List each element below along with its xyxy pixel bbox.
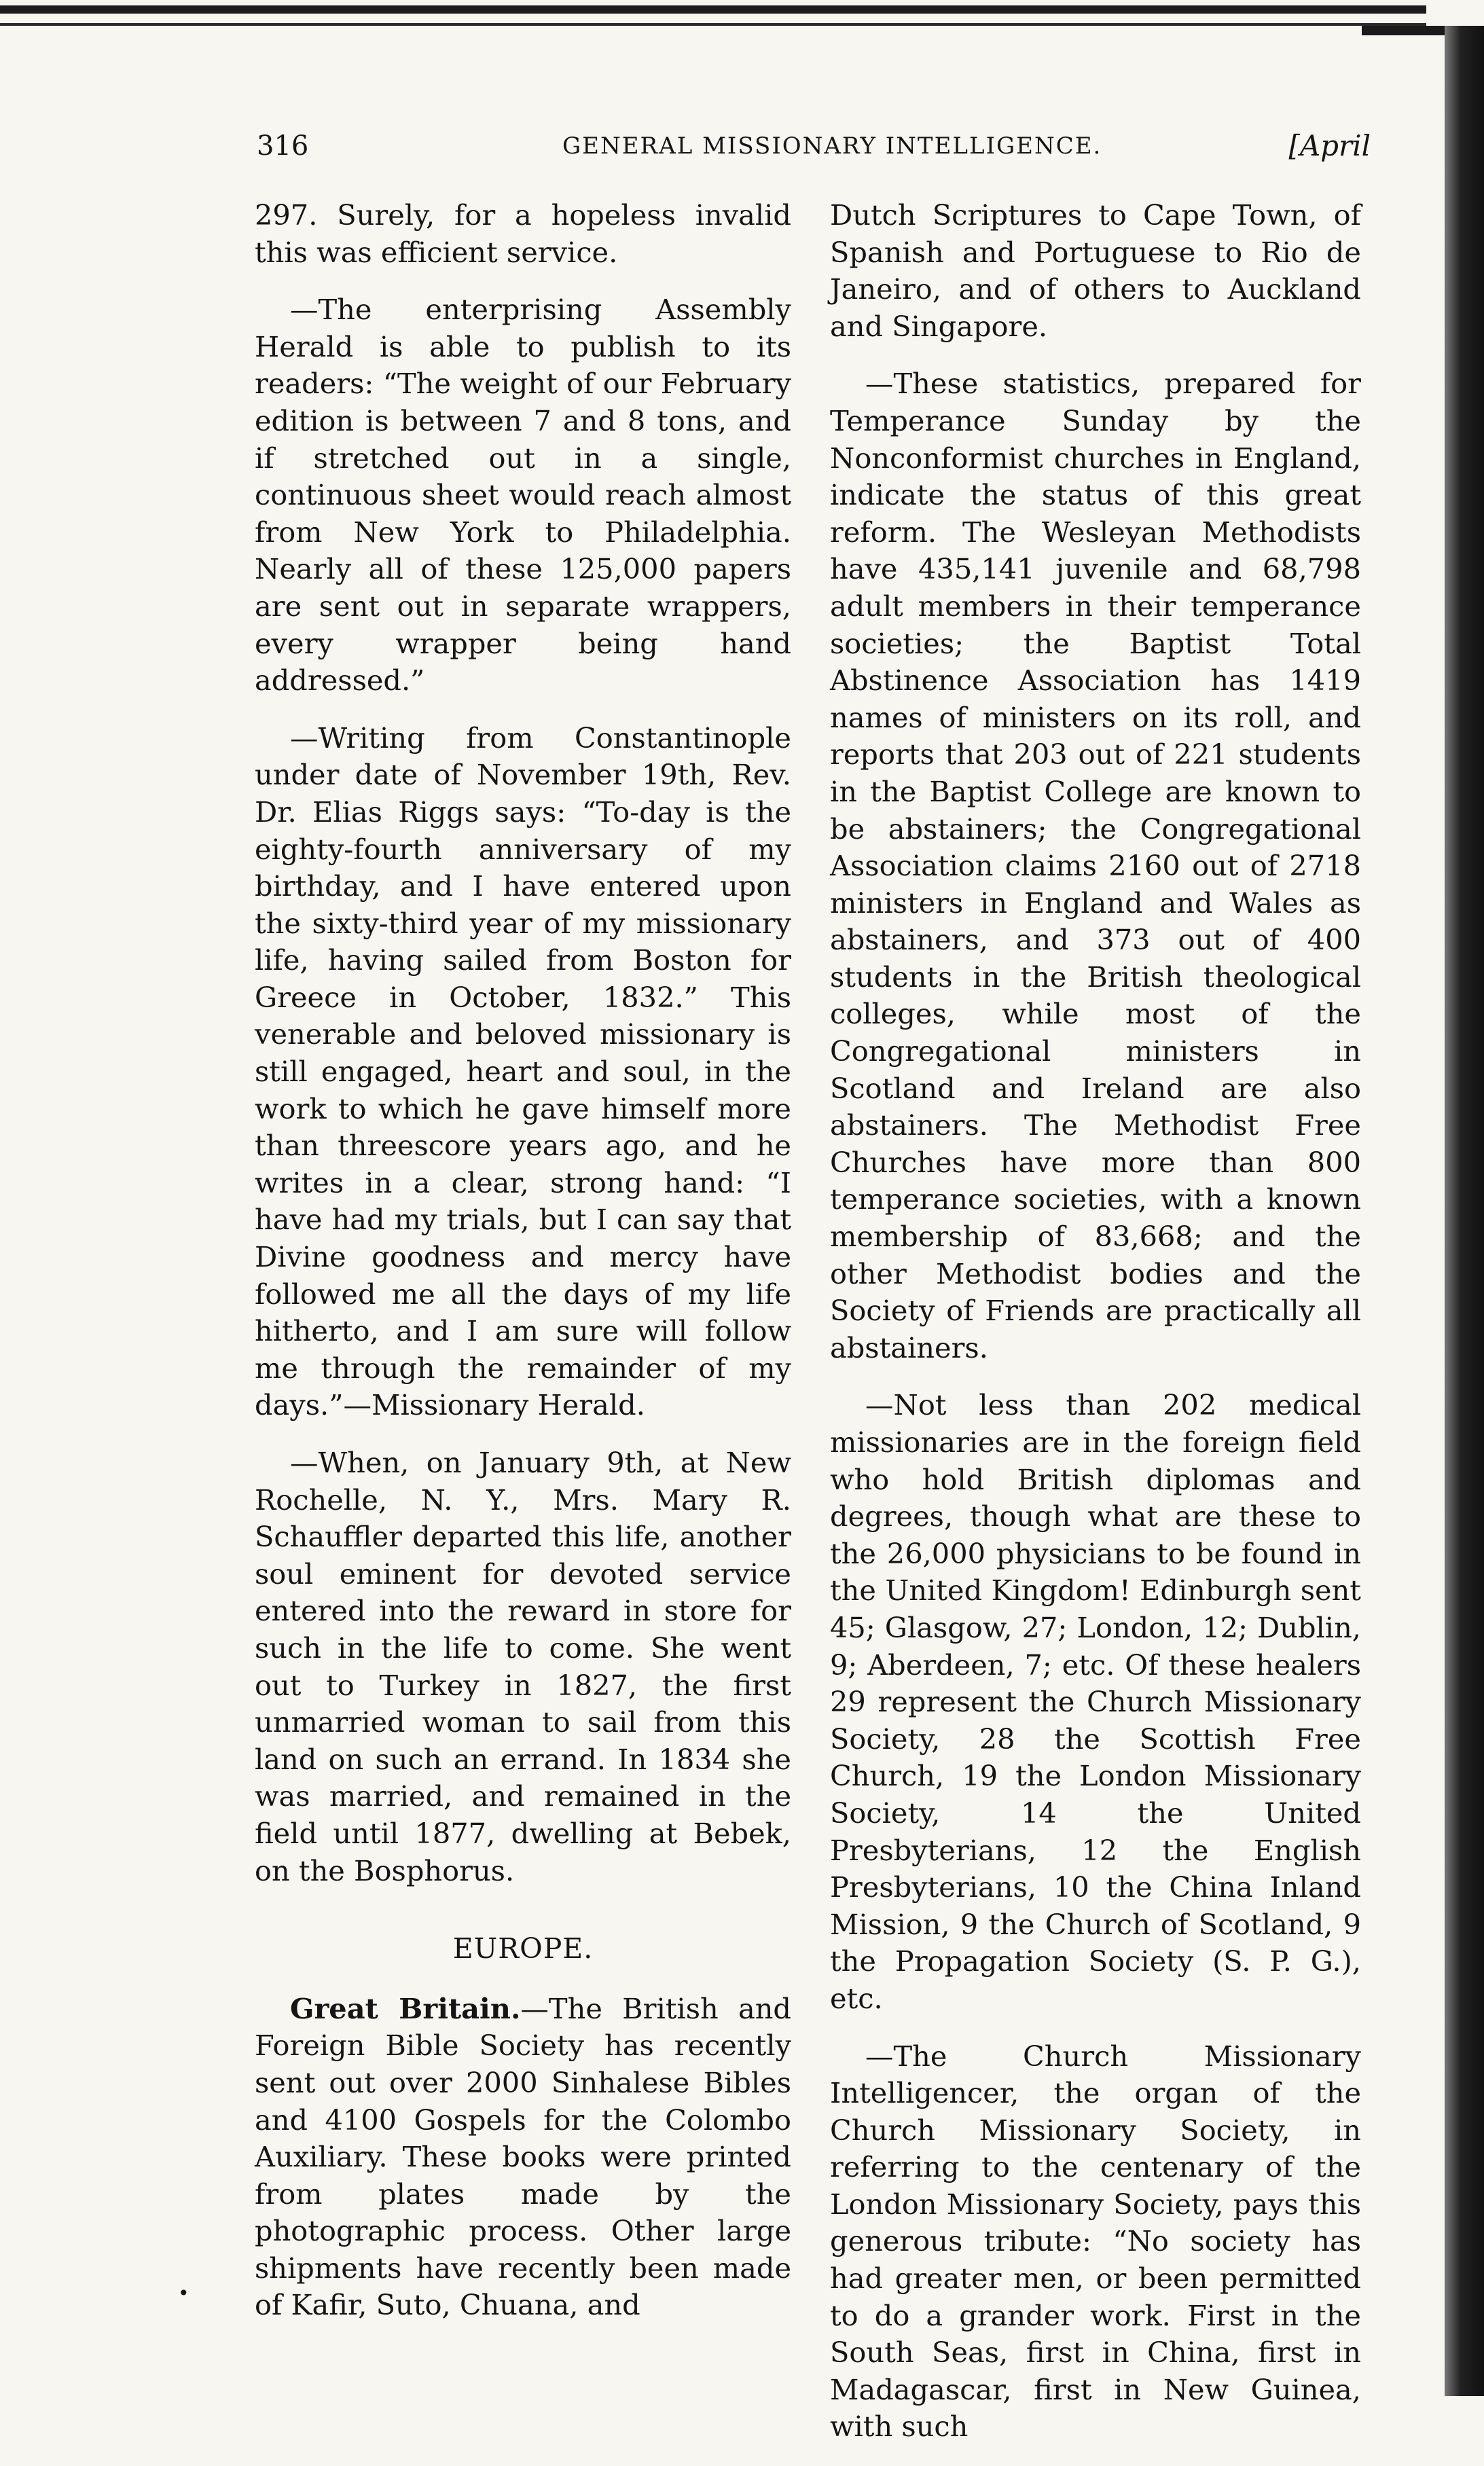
paragraph-scriptures-continued: Dutch Scriptures to Cape Town, of Spanish and Portuguese to Rio de Janeiro, and of others to Auckland and Singapore. [830,198,1361,343]
running-month: [April [1288,129,1371,162]
paragraph-assembly-herald: —The enterprising Assembly Herald is able to publish to its readers: “The weight of our February edition is between 7 and 8 tons, and if stretched out in a single, continuous sheet would reach almost from New York to Philadelphia. Nearly all of these 125,000 papers are sent out in separate wrappers, every wrapper being hand addressed.” [255,293,791,697]
running-title: GENERAL MISSIONARY INTELLIGENCE. [562,132,1102,160]
page-number: 316 [257,130,309,162]
top-rule-thin [0,23,1426,26]
paragraph-cms-intelligencer: —The Church Missionary Intelligencer, the organ of the Church Missionary Society, in referring to the centenary of the London Missionary Society, pays this generous tribute: “No society has had greater men, or been permitted to do a grander work. First in the South Seas, first in China, first in Madagascar, first in New Guinea, with such [830,2039,1361,2444]
running-head [257,126,1371,166]
page-edge-shadow [1445,26,1484,2396]
paragraph-invalid-service: 297. Surely, for a hopeless invalid this was efficient service. [255,198,791,269]
paragraph-bible-society-text: —The British and Foreign Bible Society has recently sent out over 2000 Sinhalese Bibles and 4100 Gospels for the Colombo Auxiliary. These books were printed from plates made by the photographic process. Other large shipments have recently been made of Kafir, Suto, Chuana, and [255,1991,791,2322]
left-column [255,197,791,2344]
section-heading-europe: EUROPE. [452,1932,594,1965]
paragraph-temperance-statistics: —These statistics, prepared for Temperance Sunday by the Nonconformist churches in England, indicate the status of this great reform. The Wesleyan Methodists have 435,141 juvenile and 68,798 adult members in their temperance societies; the Baptist Total Abstinence Association has 1419 names of ministers on its roll, and reports that 203 out of 221 students in the Baptist College are known to be abstainers; the Congregational Association claims 2160 out of 2718 ministers in England and Wales as abstainers, and 373 out of 400 students in the British theological colleges, while most of the Congregational ministers in Scotland and Ireland are also abstainers. The Methodist Free Churches have more than 800 temperance societies, with a known membership of 83,668; and the other Methodist bodies and the Society of Friends are practically all abstainers. [830,367,1361,1364]
paragraph-medical-missionaries: —Not less than 202 medical missionaries are in the foreign field who hold British diplomas and degrees, though what are these to the 26,000 physicians to be found in the United Kingdom! Edinburgh sent 45; Glasgow, 27; London, 12; Dublin, 9; Aberdeen, 7; etc. Of these healers 29 represent the Church Missionary Society, 28 the Scottish Free Church, 19 the London Missionary Society, 14 the United Presbyterians, 12 the English Presbyterians, 10 the China Inland Mission, 9 the Church of Scotland, 9 the Propagation Society (S. P. G.), etc. [830,1388,1361,2015]
paragraph-elias-riggs: —Writing from Constantinople under date of November 19th, Rev. Dr. Elias Riggs says: “To-day is the eighty-fourth anniversary of my birthday, and I have entered upon the sixty-third year of my missionary life, having sailed from Boston for Greece in October, 1832.” This venerable and beloved missionary is still engaged, heart and soul, in the work to which he gave himself more than threescore years ago, and he writes in a clear, strong hand: “I have had my trials, but I can say that Divine goodness and mercy have followed me all the days of my life hitherto, and I am sure will follow me through the remainder of my days.”—Missionary Herald. [255,721,791,1422]
right-column [830,197,1361,2466]
stray-print-mark: • [178,2282,189,2304]
run-in-heading-great-britain: Great Britain. [290,1991,521,2025]
paragraph-schauffler: —When, on January 9th, at New Rochelle, N. Y., Mrs. Mary R. Schauffler departed this life, another soul eminent for devoted service entered into the reward in store for such in the life to come. She went out to Turkey in 1827, the first unmarried woman to sail from this land on such an errand. In 1834 she was married, and remained in the field until 1877, dwelling at Bebek, on the Bosphorus. [255,1446,791,1887]
paragraph-bible-society [255,1991,791,2324]
top-rule [0,5,1426,14]
